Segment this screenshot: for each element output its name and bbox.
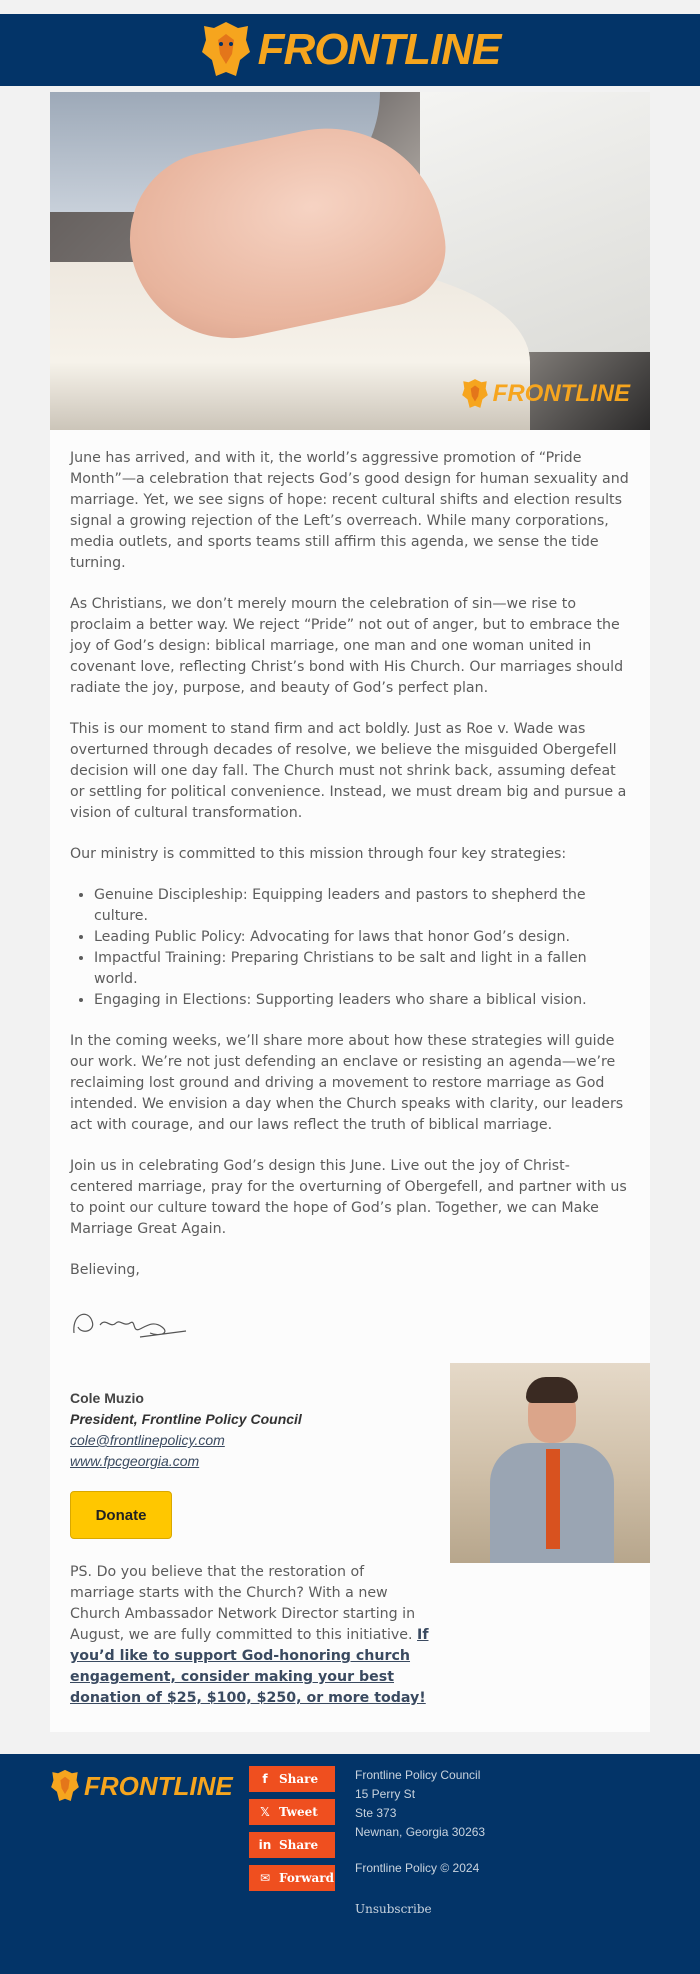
list-item: • Genuine Discipleship: Equipping leaders and pastors to shepherd the culture. <box>94 885 630 927</box>
frontline-logo[interactable] <box>200 20 501 80</box>
signer-title: President, Frontline Policy Council <box>70 1411 302 1427</box>
list-item: • Engaging in Elections: Supporting leaders who share a biblical vision. <box>94 990 630 1011</box>
address-line: Ste 373 <box>355 1806 397 1820</box>
lion-icon <box>50 1768 80 1804</box>
org-name: Frontline Policy Council <box>355 1768 481 1782</box>
signer-details <box>70 1388 430 1472</box>
ps-text: PS. Do you believe that the restoration of marriage starts with the Church? With a new Church Ambassador Network Director starting in August, we are fully committed to this initiative. <box>70 1564 418 1643</box>
hero-logo <box>461 378 630 410</box>
address-city: Newnan, Georgia 30263 <box>355 1825 486 1839</box>
website-link[interactable]: www.fpcgeorgia.com <box>70 1453 200 1469</box>
donation-link[interactable]: If you’d like to support God-honoring church engagement, consider making your best donation of $25, $100, $250, or more today! <box>70 1627 429 1706</box>
address-line: 15 Perry St <box>355 1787 416 1801</box>
forward-button[interactable]: ✉ Forward <box>249 1865 335 1891</box>
header-bar <box>0 14 700 86</box>
x-tweet-button[interactable]: 𝕏 Tweet <box>249 1799 335 1825</box>
postscript <box>70 1562 430 1709</box>
paragraph: In the coming weeks, we’ll share more about how these strategies will guide our work. We’re not just defending an enclave or resisting an agenda—we’re reclaiming lost ground and driving a movement to restore marriage as God intended. We envision a day when the Church speaks with clarity, our leaders act with courage, and our laws reflect the truth of biblical marriage. <box>70 1033 624 1133</box>
signer-name: Cole Muzio <box>70 1390 144 1406</box>
linkedin-icon: in <box>258 1838 272 1852</box>
list-item: • Leading Public Policy: Advocating for laws that honor God’s design. <box>94 927 630 948</box>
lion-icon <box>200 20 252 80</box>
paragraph: This is our moment to stand firm and act boldly. Just as Roe v. Wade was overturned through decades of resolve, we believe the misguided Obergefell decision will one day fall. The Church must not shrink back, assuming defeat or settling for political convenience. Instead, we must dream big and pursue a vision of cultural transformation. <box>70 721 627 821</box>
footer-wordmark: FRONTLINE <box>84 1770 233 1801</box>
email-body <box>50 92 650 1732</box>
email-link[interactable]: cole@frontlinepolicy.com <box>70 1432 225 1448</box>
footer-address <box>355 1766 655 1878</box>
hero-wordmark: FRONTLINE <box>492 380 630 407</box>
lion-icon <box>461 378 489 410</box>
facebook-icon: f <box>262 1772 268 1786</box>
paragraph: As Christians, we don’t merely mourn the celebration of sin—we rise to proclaim a better way. We reject “Pride” not out of anger, but to embrace the joy of God’s design: biblical marriage, one man and one woman united in covenant love, reflecting Christ’s bond with His Church. Our marriages should radiate the joy, purpose, and beauty of God’s perfect plan. <box>70 596 624 696</box>
list-item: • Impactful Training: Preparing Christians to be salt and light in a fallen world. <box>94 948 630 990</box>
paragraph: Join us in celebrating God’s design this June. Live out the joy of Christ-centered marriage, pray for the overturning of Obergefell, and partner with us to point our culture toward the hope of God’s plan. Together, we can Make Marriage Great Again. <box>70 1158 627 1237</box>
x-icon: 𝕏 <box>260 1805 270 1819</box>
mail-icon: ✉ <box>259 1871 271 1885</box>
donate-button[interactable]: Donate <box>70 1491 172 1539</box>
strategy-list <box>70 885 630 1011</box>
paragraph: June has arrived, and with it, the world’s aggressive promotion of “Pride Month”—a celebration that rejects God’s good design for human sexuality and marriage. Yet, we see signs of hope: recent cultural shifts and election results signal a growing rejection of the Left’s overreach. While many corporations, media outlets, and sports teams still affirm this agenda, we sense the tide turning. <box>70 450 629 571</box>
linkedin-share-button[interactable]: in Share <box>249 1832 335 1858</box>
paragraph: Our ministry is committed to this mission through four key strategies: <box>70 846 567 862</box>
footer <box>0 1754 700 1974</box>
brand-wordmark: FRONTLINE <box>257 25 501 74</box>
facebook-share-button[interactable]: f Share <box>249 1766 335 1792</box>
signer-photo <box>450 1363 650 1563</box>
letter-content <box>70 448 630 1350</box>
closing: Believing, <box>70 1262 140 1278</box>
copyright: Frontline Policy © 2024 <box>355 1861 480 1875</box>
hero-image <box>50 92 650 430</box>
footer-logo[interactable] <box>50 1768 233 1804</box>
handwritten-signature <box>70 1303 630 1350</box>
unsubscribe-link[interactable]: Unsubscribe <box>355 1902 432 1916</box>
